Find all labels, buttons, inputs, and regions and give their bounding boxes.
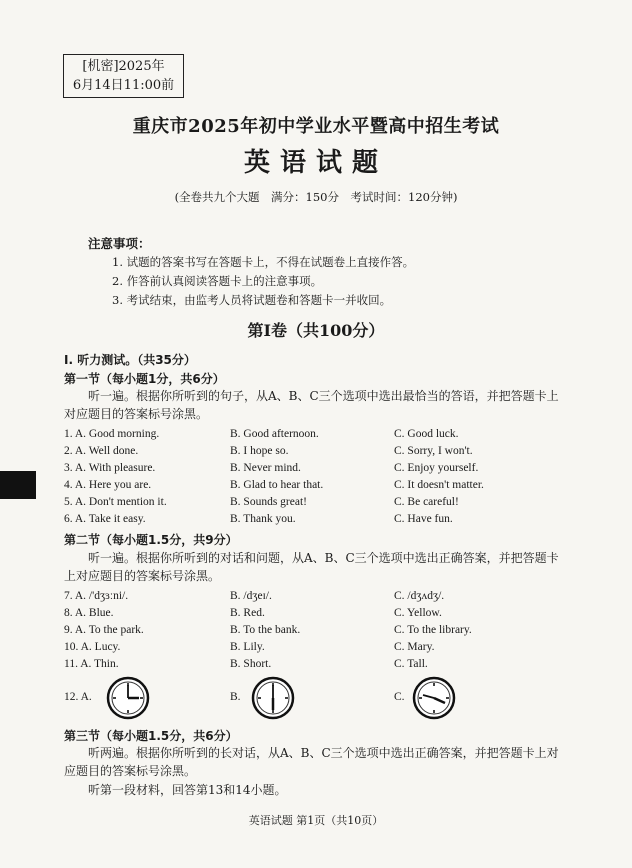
answer-option: C. Have fun. [394,513,453,525]
instruction: 听两遍。根据你所听到的长对话，从A、B、C三个选项中选出正确答案，并把答题卡上对应题目的答案标号涂黑。 [64,746,559,778]
notice-item: 3. 考试结束，由监考人员将试题卷和答题卡一并收回。 [112,293,392,307]
clock-icon [412,676,456,720]
answer-option: B. Short. [230,658,272,670]
answer-option: B. Sounds great! [230,496,307,508]
answer-option: 1. A. Good morning. [64,428,160,440]
question-row [64,590,570,607]
answer-option: B. Good afternoon. [230,428,319,440]
answer-option: C. Mary. [394,641,435,653]
question-row [64,624,570,641]
instruction: 听第一段材料，回答第13和14小题。 [88,783,287,797]
confidential-box [63,54,184,98]
answer-option: B. Glad to hear that. [230,479,324,491]
answer-option: 9. A. To the park. [64,624,144,636]
answer-option: 3. A. With pleasure. [64,462,156,474]
answer-option: C. Yellow. [394,607,442,619]
answer-option: B. /dʒeɪ/. [230,590,272,602]
exam-title: 重庆市2025年初中学业水平暨高中招生考试 [132,116,500,137]
answer-option: B. Thank you. [230,513,296,525]
question-row [64,445,570,462]
edge-tab-mark [0,471,36,499]
question-row [64,513,570,530]
answer-option: 10. A. Lucy. [64,641,121,653]
answer-option: C. Enjoy yourself. [394,462,479,474]
page-footer: 英语试题 第1页（共10页） [248,814,384,827]
answer-option: C. To the library. [394,624,472,636]
question-row [64,641,570,658]
answer-option: 6. A. Take it easy. [64,513,146,525]
notice-item: 1. 试题的答案书写在答题卡上，不得在试题卷上直接作答。 [112,255,415,269]
answer-option: B. Red. [230,607,265,619]
subsection-heading: 第三节（每小题1.5分，共6分） [64,729,238,743]
exam-info: (全卷共九个大题 满分：150分 考试时间：120分钟) [174,190,458,204]
question-row [64,658,570,675]
answer-option: 7. A. /'dʒɜːni/. [64,590,129,602]
answer-option: B. I hope so. [230,445,289,457]
option-c-label: C. [394,691,405,703]
answer-option: B. To the bank. [230,624,301,636]
section-heading: I. 听力测试。（共35分） [64,353,196,367]
instruction: 听一遍。根据你所听到的对话和问题，从A、B、C三个选项中选出正确答案，并把答题卡上对应题目的答案标号涂黑。 [64,551,559,583]
answer-option: 11. A. Thin. [64,658,119,670]
question-row [64,428,570,445]
answer-option: B. Never mind. [230,462,301,474]
option-a-label: 12. A. [64,691,92,703]
answer-option: B. Lily. [230,641,265,653]
notice-item: 2. 作答前认真阅读答题卡上的注意事项。 [112,274,323,288]
answer-option: C. Tall. [394,658,428,670]
answer-option: C. Be careful! [394,496,459,508]
question-row [64,496,570,513]
question-row [64,462,570,479]
subject-title: 英语试题 [243,148,388,178]
clock-icon [106,676,150,720]
question-row [64,607,570,624]
answer-option: 2. A. Well done. [64,445,139,457]
notice-heading: 注意事项： [88,236,151,251]
answer-option: C. Good luck. [394,428,459,440]
clock-icon [251,676,295,720]
answer-option: 5. A. Don't mention it. [64,496,167,508]
instruction: 听一遍。根据你所听到的句子，从A、B、C三个选项中选出最恰当的答语，并把答题卡上对应题目的答案标号涂黑。 [64,389,559,421]
subsection-heading: 第一节（每小题1分，共6分） [64,372,225,386]
answer-option: 8. A. Blue. [64,607,114,619]
confidential-line1: [机密]2025年 [82,59,165,74]
answer-option: C. It doesn't matter. [394,479,484,491]
answer-option: 4. A. Here you are. [64,479,152,491]
part-title: 第Ⅰ卷（共100分） [247,321,385,340]
answer-option: C. /dʒʌdʒ/. [394,590,445,602]
subsection-heading: 第二节（每小题1.5分，共9分） [64,533,238,547]
question-row [64,479,570,496]
answer-option: C. Sorry, I won't. [394,445,473,457]
option-b-label: B. [230,691,241,703]
confidential-line2: 6月14日11:00前 [72,78,175,93]
